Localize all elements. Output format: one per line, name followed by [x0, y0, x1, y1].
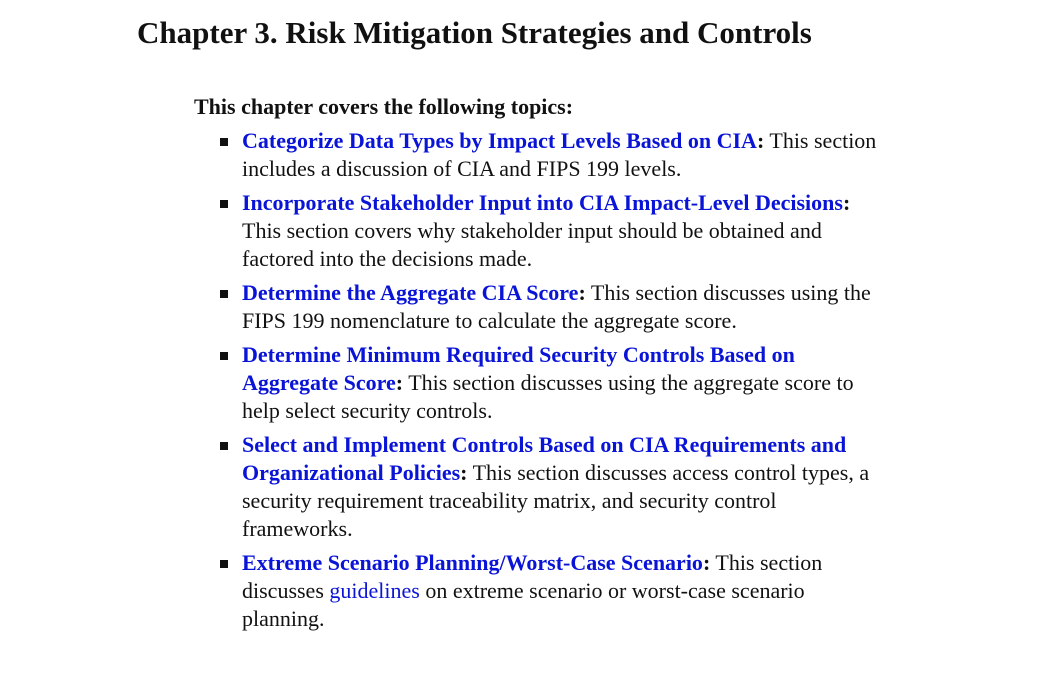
- topic-item-aggregate-score: [242, 279, 882, 335]
- topic-item-extreme-scenario: [242, 549, 882, 633]
- topic-colon: :: [460, 460, 468, 485]
- guidelines-link[interactable]: guidelines: [329, 578, 420, 603]
- chapter-title: Chapter 3. Risk Mitigation Strategies and Controls: [137, 15, 812, 50]
- topic-colon: :: [756, 128, 765, 153]
- topic-item-select-controls: [242, 431, 882, 543]
- topic-description: This section covers why stakeholder input should be obtained and factored into the decisions made.: [242, 218, 822, 271]
- topic-link-extreme-scenario[interactable]: Extreme Scenario Planning/Worst-Case Scenario: [242, 550, 703, 575]
- square-bullet-icon: [220, 200, 228, 208]
- topic-item-categorize: [242, 127, 882, 183]
- topics-list: [242, 127, 882, 639]
- topic-description: This section discusses access control types, a security requirement traceability matrix, and security control frameworks.: [242, 460, 870, 541]
- topic-link-select-controls[interactable]: Select and Implement Controls Based on CIA Requirements and Organizational Policies: [242, 432, 847, 485]
- topic-link-aggregate-score[interactable]: Determine the Aggregate CIA Score: [242, 280, 579, 305]
- square-bullet-icon: [220, 442, 228, 450]
- topic-colon: :: [702, 550, 711, 575]
- topic-item-stakeholder-input: [242, 189, 882, 273]
- topic-description: This section discusses using the FIPS 199 nomenclature to calculate the aggregate score.: [242, 280, 871, 333]
- topic-description: This section discusses using the aggregate score to help select security controls.: [242, 370, 854, 423]
- topic-description: This section discusses: [242, 550, 823, 603]
- topic-colon: :: [842, 190, 851, 215]
- topics-intro: This chapter covers the following topics:: [194, 94, 574, 119]
- square-bullet-icon: [220, 352, 228, 360]
- topic-link-stakeholder-input[interactable]: Incorporate Stakeholder Input into CIA Impact-Level Decisions: [242, 190, 843, 215]
- square-bullet-icon: [220, 290, 228, 298]
- topic-link-minimum-controls[interactable]: Determine Minimum Required Security Controls Based on Aggregate Score: [242, 342, 795, 395]
- topic-link-categorize[interactable]: Categorize Data Types by Impact Levels Based on CIA: [242, 128, 757, 153]
- square-bullet-icon: [220, 560, 228, 568]
- topic-description: This section includes a discussion of CIA and FIPS 199 levels.: [242, 128, 877, 181]
- topic-colon: :: [395, 370, 404, 395]
- square-bullet-icon: [220, 138, 228, 146]
- topic-colon: :: [578, 280, 586, 305]
- topic-item-minimum-controls: [242, 341, 882, 425]
- topic-description: on extreme scenario or worst-case scenario planning.: [242, 578, 805, 631]
